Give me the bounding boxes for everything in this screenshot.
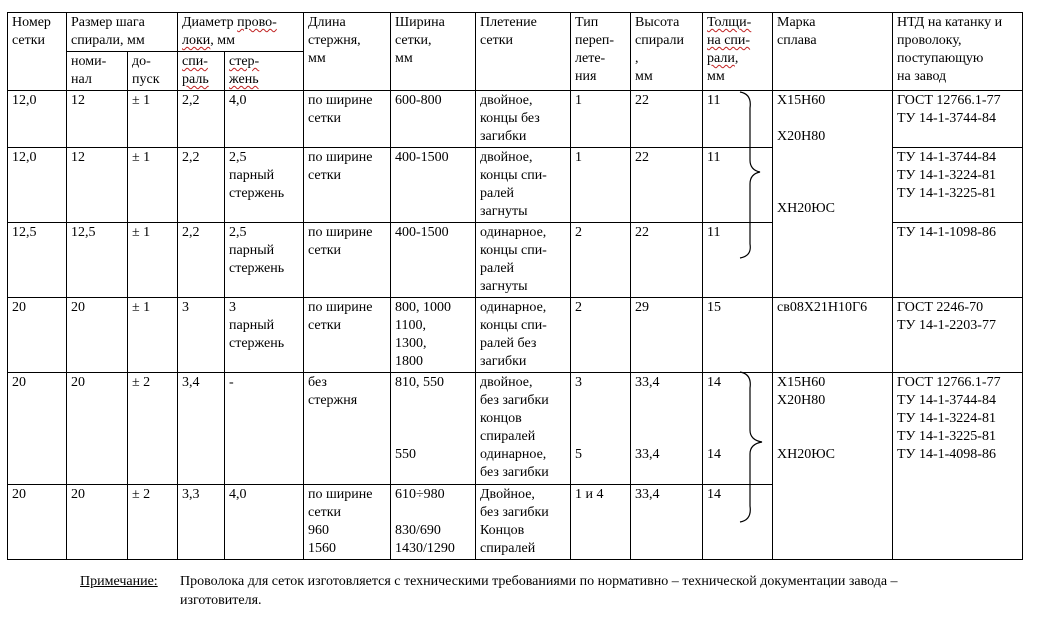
- cell-pitch-nominal: 20: [67, 298, 128, 373]
- cell-rod-length: по ширине сетки 960 1560: [304, 485, 391, 560]
- cell-ntd: ТУ 14-1-1098-86: [893, 223, 1023, 298]
- header-weave-type: Тип переп- лете- ния: [571, 13, 631, 91]
- cell-mesh-width: 800, 1000 1100, 1300, 1800: [391, 298, 476, 373]
- cell-mesh-width: 610÷980 830/690 1430/1290: [391, 485, 476, 560]
- header-pitch-tolerance: до- пуск: [128, 52, 178, 91]
- cell-mesh-number: 12,5: [8, 223, 67, 298]
- cell-weave-type: 3 5: [571, 373, 631, 485]
- header-spiral-pitch: Размер шага спирали, мм: [67, 13, 178, 52]
- cell-weave: Двойное, без загибки Концов спиралей: [476, 485, 571, 560]
- cell-weave: одинарное, концы спи- ралей без загибки: [476, 298, 571, 373]
- cell-mesh-number: 12,0: [8, 148, 67, 223]
- cell-diameter-rod: 4,0: [225, 485, 304, 560]
- cell-weave-type: 1 и 4: [571, 485, 631, 560]
- header-spiral-height: Высота спирали , мм: [631, 13, 703, 91]
- header-ntd: НТД на катанку и проволоку, поступающую на завод: [893, 13, 1023, 91]
- cell-diameter-spiral: 3: [178, 298, 225, 373]
- cell-pitch-tolerance: ± 2: [128, 373, 178, 485]
- header-spiral-thickness: Толщи- на спи- рали, мм: [703, 13, 773, 91]
- cell-rod-length: по ширине сетки: [304, 148, 391, 223]
- cell-pitch-tolerance: ± 1: [128, 148, 178, 223]
- cell-pitch-tolerance: ± 1: [128, 91, 178, 148]
- spec-table: [7, 12, 1023, 560]
- cell-diameter-spiral: 3,4: [178, 373, 225, 485]
- cell-ntd: ТУ 14-1-3744-84 ТУ 14-1-3224-81 ТУ 14-1-3225-81: [893, 148, 1023, 223]
- cell-pitch-nominal: 20: [67, 373, 128, 485]
- cell-diameter-rod: 2,5 парный стержень: [225, 223, 304, 298]
- cell-spiral-thickness: 11: [703, 91, 773, 148]
- cell-alloy-group1: Х15Н60 Х20Н80 ХН20ЮС: [773, 91, 893, 298]
- table-row: [8, 373, 1023, 485]
- cell-mesh-number: 20: [8, 298, 67, 373]
- header-mesh-number: Номер сетки: [8, 13, 67, 91]
- cell-pitch-nominal: 12: [67, 91, 128, 148]
- cell-mesh-number: 12,0: [8, 91, 67, 148]
- cell-diameter-spiral: 3,3: [178, 485, 225, 560]
- cell-weave-type: 1: [571, 91, 631, 148]
- header-diameter-rod: стер- жень: [225, 52, 304, 91]
- header-mesh-width: Ширина сетки, мм: [391, 13, 476, 91]
- cell-pitch-nominal: 12: [67, 148, 128, 223]
- cell-ntd: ГОСТ 12766.1-77 ТУ 14-1-3744-84: [893, 91, 1023, 148]
- cell-mesh-width: 600-800: [391, 91, 476, 148]
- cell-ntd: ГОСТ 2246-70 ТУ 14-1-2203-77: [893, 298, 1023, 373]
- cell-weave-type: 1: [571, 148, 631, 223]
- cell-spiral-height: 22: [631, 148, 703, 223]
- cell-mesh-width: 810, 550 550: [391, 373, 476, 485]
- table-row: [8, 298, 1023, 373]
- cell-diameter-rod: 2,5 парный стержень: [225, 148, 304, 223]
- cell-diameter-spiral: 2,2: [178, 148, 225, 223]
- cell-weave: двойное, концы без загибки: [476, 91, 571, 148]
- header-wire-diameter: Диаметр прово- локи, мм: [178, 13, 304, 52]
- cell-pitch-nominal: 20: [67, 485, 128, 560]
- cell-diameter-spiral: 2,2: [178, 223, 225, 298]
- cell-pitch-tolerance: ± 1: [128, 223, 178, 298]
- cell-diameter-rod: -: [225, 373, 304, 485]
- cell-rod-length: по ширине сетки: [304, 91, 391, 148]
- cell-pitch-tolerance: ± 2: [128, 485, 178, 560]
- cell-alloy: св08Х21Н10Г6: [773, 298, 893, 373]
- table-row: [8, 91, 1023, 148]
- cell-mesh-number: 20: [8, 485, 67, 560]
- cell-pitch-tolerance: ± 1: [128, 298, 178, 373]
- cell-spiral-height: 22: [631, 223, 703, 298]
- cell-spiral-thickness: 15: [703, 298, 773, 373]
- cell-spiral-thickness: 11: [703, 223, 773, 298]
- cell-weave: двойное, концы спи- ралей загнуты: [476, 148, 571, 223]
- header-alloy: Марка сплава: [773, 13, 893, 91]
- cell-weave: одинарное, концы спи- ралей загнуты: [476, 223, 571, 298]
- cell-spiral-thickness: 14 14: [703, 373, 773, 485]
- cell-rod-length: по ширине сетки: [304, 223, 391, 298]
- cell-spiral-thickness: 14: [703, 485, 773, 560]
- cell-pitch-nominal: 12,5: [67, 223, 128, 298]
- cell-spiral-height: 33,4: [631, 485, 703, 560]
- cell-weave-type: 2: [571, 298, 631, 373]
- header-diameter-spiral: спи- раль: [178, 52, 225, 91]
- cell-diameter-rod: 4,0: [225, 91, 304, 148]
- cell-rod-length: по ширине сетки: [304, 298, 391, 373]
- cell-mesh-number: 20: [8, 373, 67, 485]
- cell-spiral-thickness: 11: [703, 148, 773, 223]
- cell-mesh-width: 400-1500: [391, 223, 476, 298]
- header-pitch-nominal: номи- нал: [67, 52, 128, 91]
- cell-rod-length: без стержня: [304, 373, 391, 485]
- cell-diameter-rod: 3 парный стержень: [225, 298, 304, 373]
- cell-spiral-height: 33,4 33,4: [631, 373, 703, 485]
- header-weave: Плетение сетки: [476, 13, 571, 91]
- cell-diameter-spiral: 2,2: [178, 91, 225, 148]
- cell-alloy-group2: Х15Н60 Х20Н80 ХН20ЮС: [773, 373, 893, 560]
- cell-weave: двойное, без загибки концов спиралей одинарное, без загибки: [476, 373, 571, 485]
- cell-spiral-height: 22: [631, 91, 703, 148]
- cell-mesh-width: 400-1500: [391, 148, 476, 223]
- cell-weave-type: 2: [571, 223, 631, 298]
- header-rod-length: Длина стержня, мм: [304, 13, 391, 91]
- cell-ntd-group2: ГОСТ 12766.1-77 ТУ 14-1-3744-84 ТУ 14-1-3224-81 ТУ 14-1-3225-81 ТУ 14-1-4098-86: [893, 373, 1023, 560]
- note-label: Примечание:: [80, 574, 158, 589]
- note-text: Проволока для сеток изготовляется с техническими требованиями по нормативно – технической документации завода – изготовителя.: [180, 574, 898, 608]
- cell-spiral-height: 29: [631, 298, 703, 373]
